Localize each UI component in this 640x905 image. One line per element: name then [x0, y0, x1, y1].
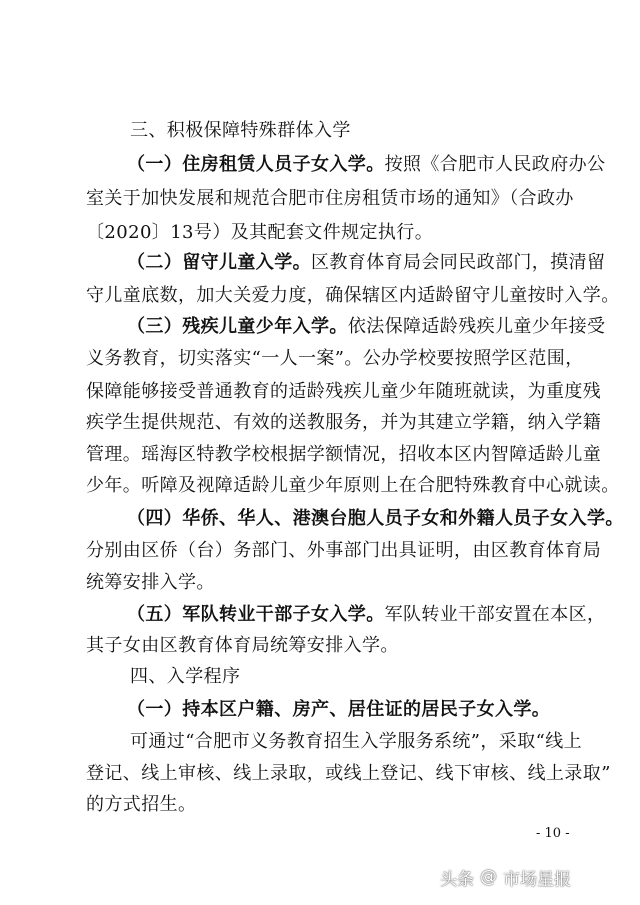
subheading: （一）持本区户籍、房产、居住证的居民子女入学。 [127, 699, 551, 720]
paragraph-line [127, 506, 624, 532]
section-heading: 三、积极保障特殊群体入学 [130, 120, 351, 141]
paragraph-line: 其子女由区教育体育局统筹安排入学。 [86, 635, 399, 656]
source-watermark [440, 864, 571, 890]
subheading: （三）残疾儿童少年入学。 [127, 316, 348, 337]
section-heading: 四、入学程序 [130, 666, 241, 687]
subheading: （五）军队转业干部子女入学。 [127, 604, 385, 625]
page-number: - 10 - [536, 826, 570, 841]
paragraph-line: 守儿童底数，加大关爱力度，确保辖区内适龄留守儿童按时入学。 [86, 285, 620, 306]
paragraph-line: 疾学生提供规范、有效的送教服务，并为其建立学籍，纳入学籍 [86, 412, 602, 433]
subheading: （四）华侨、华人、港澳台胞人员子女和外籍人员子女入学。 [127, 508, 624, 529]
watermark-source: 头条 [440, 869, 474, 890]
paragraph-line: （一）住房租赁人员子女入学。按照《合肥市人民政府办公 [127, 154, 606, 175]
subheading: （二）留守儿童入学。 [127, 252, 311, 273]
paragraph-line: 〔2020〕13号）及其配套文件规定执行。 [86, 222, 434, 243]
paragraph-line: 少年。听障及视障适龄儿童少年原则上在合肥特殊教育中心就读。 [86, 475, 620, 496]
paragraph-line: 管理。瑶海区特教学校根据学额情况，招收本区内智障适龄儿童 [86, 444, 602, 465]
watermark-at: @ [480, 867, 497, 887]
paragraph-line: 义务教育，切实落实“一人一案”。公办学校要按照学区范围， [86, 348, 584, 369]
paragraph-line: 分别由区侨（台）务部门、外事部门出具证明，由区教育体育局 [86, 540, 602, 561]
paragraph-line: （二）留守儿童入学。区教育体育局会同民政部门，摸清留 [127, 252, 606, 273]
paragraph-line: （三）残疾儿童少年入学。依法保障适龄残疾儿童少年接受 [127, 316, 606, 337]
watermark-account: 市场星报 [503, 869, 571, 890]
paragraph-line: 室关于加快发展和规范合肥市住房租赁市场的通知》（合政办 [86, 188, 574, 209]
paragraph-line [127, 697, 550, 723]
subheading: （一）住房租赁人员子女入学。 [127, 154, 385, 175]
paragraph-line: 登记、线上审核、线上录取，或线上登记、线下审核、线上录取” [86, 763, 611, 784]
paragraph-line: 的方式招生。 [86, 794, 197, 815]
paragraph-line: （五）军队转业干部子女入学。军队转业干部安置在本区， [127, 604, 606, 625]
paragraph-line: 可通过“合肥市义务教育招生入学服务系统”，采取“线上 [130, 731, 583, 752]
paragraph-line: 保障能够接受普通教育的适龄残疾儿童少年随班就读，为重度残 [86, 381, 602, 402]
paragraph-line: 统筹安排入学。 [86, 572, 215, 593]
